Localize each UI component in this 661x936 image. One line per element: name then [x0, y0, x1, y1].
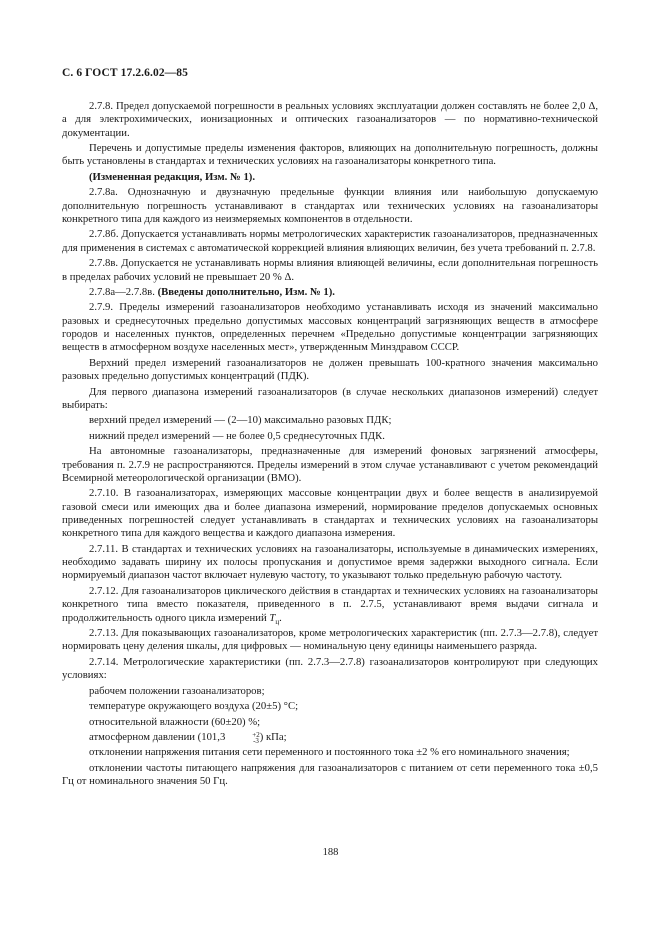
document-body	[62, 100, 598, 791]
page-header: С. 6 ГОСТ 17.2.6.02—85	[62, 67, 188, 79]
paragraph: 2.7.13. Для показывающих газоанализаторов, кроме метрологических характеристик (пп. 2.7.3—2.7.8), следует нормировать цену деления шкалы, для цифровых — номинальную цену единицы наименьшего разряда.	[62, 626, 598, 653]
paragraph: Для первого диапазона измерений газоанализаторов (в случае нескольких диапазонов измерений) следует выбирать:	[62, 385, 598, 411]
paragraph: 2.7.10. В газоанализаторах, измеряющих массовые концентрации двух и более веществ в анализируемой газовой смеси или имеющих два и более диапазона измерений, нормирование пределов допускаемых основных приведенных погрешностей следует устанавливать в стандартах и технических условиях на газоанализаторы конкретного типа для каждого вещества и каждого диапазона измерения.	[62, 487, 598, 540]
list-item: нижний предел измерений — не более 0,5 среднесуточных ПДК.	[89, 429, 385, 442]
paragraph: 2.7.8. Предел допускаемой погрешности в реальных условиях эксплуатации должен составлять не более 2,0 Δ, а для электрохимических, ионизационных и оптических газоанализаторов — по нормативно-технической документации.	[62, 100, 598, 139]
paragraph: Перечень и допустимые пределы изменения факторов, влияющих на дополнительную погрешность, должны быть установлены в стандартах и технических условиях на газоанализаторы конкретного типа.	[62, 142, 598, 168]
list-item: температуре окружающего воздуха (20±5) °С;	[89, 700, 299, 713]
paragraph: На автономные газоанализаторы, предназначенные для измерений фоновых загрязнений атмосферы, требования п. 2.7.9 не распространяются. Пределы измерений в этом случае устанавливают с учетом рекомендаций Всемирной метеорологической организации (ВМО).	[62, 445, 598, 484]
paragraph: 2.7.8а. Однозначную и двузначную предельные функции влияния или наибольшую допускаемую дополнительную погрешность устанавливают в стандартах или технических условиях на газоанализаторы конкретного типа для каждого из неизмеряемых компонентов в отдельности.	[62, 186, 598, 225]
paragraph: 2.7.12. Для газоанализаторов циклического действия в стандартах и технических условиях на газоанализаторы конкретного типа вместо показателя, приведенного в п. 2.7.5, устанавливают время выдачи сигнала и продолжительность одного цикла измерений $T_ц$.	[62, 584, 598, 626]
paragraph: 2.7.8б. Допускается устанавливать нормы метрологических характеристик газоанализаторов, предназначенных для применения в системах с автоматической коррекцией влияния влияющих величин, без учета требований п. 2.7.8.	[62, 228, 598, 254]
paragraph: 2.7.9. Пределы измерений газоанализаторов необходимо устанавливать исходя из значений максимально разовых и среднесуточных предельно допустимых массовых концентраций загрязняющих веществ в атмосфере городов и населенных пунктов, определенных перечнем «Предельно допустимые концентрации загрязняющих веществ в атмосферном воздухе населенных мест», утвержденным Минздравом СССР.	[62, 301, 598, 354]
paragraph: Верхний предел измерений газоанализаторов не должен превышать 100-кратного значения максимально разовых предельно допустимых концентраций (ПДК).	[62, 356, 598, 383]
paragraph: 2.7.11. В стандартах и технических условиях на газоанализаторы, используемые в динамических измерениях, необходимо задавать ширину их полосы пропускания и допустимое время задержки выходного сигнала. Если нормируемый диапазон частот включает нулевую частоту, то указывают только предельную рабочую частоту.	[62, 542, 598, 582]
pressure-tolerance: +2 -3	[252, 730, 260, 745]
list-item: отклонении напряжения питания сети переменного и постоянного тока ±2 % его номинального значения;	[89, 746, 570, 759]
list-item: отклонении частоты питающего напряжения для газоанализаторов с питанием от сети переменного тока ±0,5 Гц от номинального значения 50 Гц.	[62, 761, 598, 788]
list-item: атмосферном давлении (101,3 +2 -3 ) кПа;	[89, 730, 287, 745]
list-item: относительной влажности (60±20) %;	[89, 715, 261, 728]
paragraph: 2.7.8в. Допускается не устанавливать нормы влияния влияющей величины, если дополнительная погрешность в пределах рабочих условий не превышает 20 % Δ.	[62, 257, 598, 283]
paragraph: 2.7.14. Метрологические характеристики (пп. 2.7.3—2.7.8) газоанализаторов контролируют при следующих условиях:	[62, 655, 598, 682]
list-item: рабочем положении газоанализаторов;	[89, 684, 265, 697]
cycle-time-symbol: T	[269, 611, 276, 624]
page-number: 188	[322, 847, 339, 858]
amendment-note: 2.7.8а—2.7.8в. (Введены дополнительно, Изм. № 1).	[89, 285, 335, 298]
list-item: верхний предел измерений — (2—10) максимально разовых ПДК;	[89, 414, 392, 427]
amendment-note: (Измененная редакция, Изм. № 1).	[89, 170, 256, 183]
